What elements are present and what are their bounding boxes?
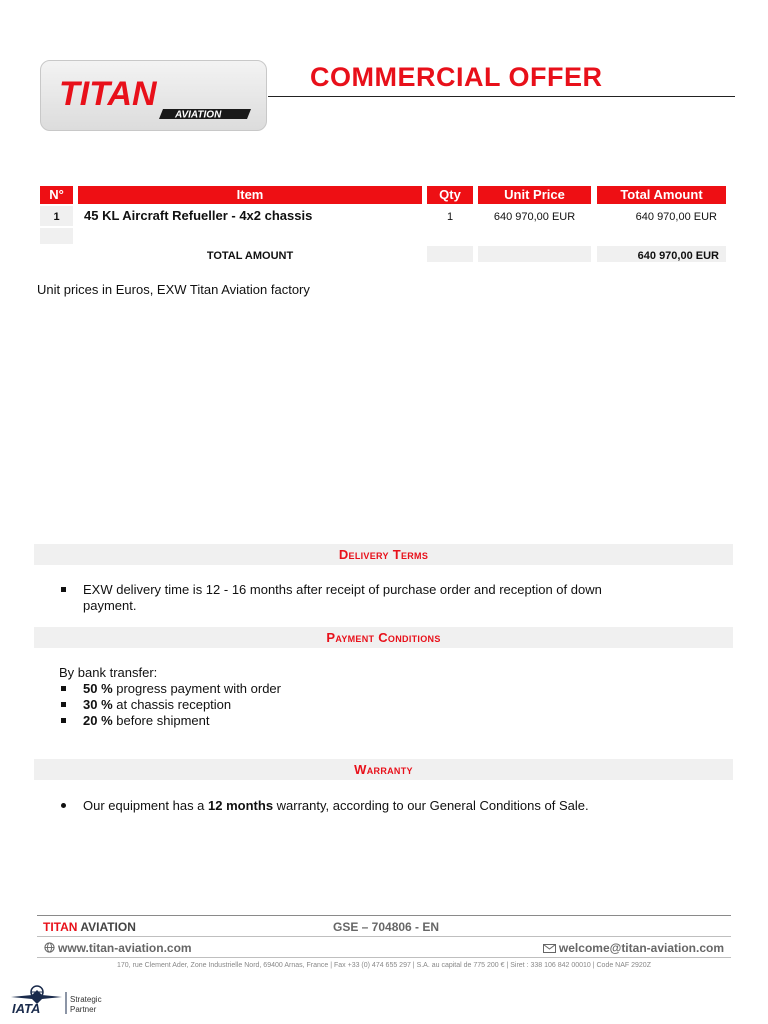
delivery-text-line1: EXW delivery time is 12 - 16 months after receipt of purchase order and reception of down <box>83 582 602 597</box>
bullet <box>61 702 66 707</box>
payment-pct: 20 % <box>83 713 113 728</box>
empty-row-cell <box>40 228 73 244</box>
bullet <box>61 587 66 592</box>
payment-desc: progress payment with order <box>112 681 281 696</box>
delivery-terms-heading: Delivery Terms <box>34 544 733 565</box>
globe-icon <box>44 942 55 953</box>
iata-partner-logo <box>10 984 110 1016</box>
payment-pct: 30 % <box>83 697 113 712</box>
bullet <box>61 686 66 691</box>
payment-item <box>83 681 281 697</box>
partner-line1: Strategic <box>70 995 102 1004</box>
delivery-text-line2: payment. <box>83 598 137 613</box>
payment-intro: By bank transfer: <box>59 665 158 680</box>
footer-brand <box>43 920 136 934</box>
pricing-note: Unit prices in Euros, EXW Titan Aviation factory <box>37 282 310 297</box>
bullet <box>61 803 66 808</box>
page-title: COMMERCIAL OFFER <box>310 62 603 92</box>
footer-brand-red: TITAN <box>43 920 78 934</box>
row-no: 1 <box>53 211 60 223</box>
footer-divider <box>37 957 731 958</box>
logo-word: TITAN <box>59 75 157 113</box>
total-label: TOTAL AMOUNT <box>206 250 294 262</box>
col-header-no: N° <box>40 186 73 204</box>
footer-email[interactable] <box>543 941 724 955</box>
payment-pct: 50 % <box>83 681 113 696</box>
footer-brand-rest: AVIATION <box>77 920 136 934</box>
titan-aviation-logo <box>55 69 255 125</box>
col-header-total: Total Amount <box>597 186 726 204</box>
warranty-duration: 12 months <box>208 798 274 813</box>
col-header-unit-price: Unit Price <box>478 186 591 204</box>
iata-word: IATA <box>12 1001 41 1016</box>
company-logo <box>40 60 267 131</box>
row-item: 45 KL Aircraft Refueller - 4x2 chassis <box>84 208 313 223</box>
total-unit-price-cell <box>478 246 591 262</box>
footer-divider <box>37 915 731 916</box>
document-reference: GSE – 704806 - EN <box>333 920 440 934</box>
mail-icon <box>543 943 556 953</box>
col-header-item: Item <box>78 186 422 204</box>
col-header-qty: Qty <box>427 186 473 204</box>
title-divider <box>268 96 735 97</box>
warranty-text <box>83 798 589 814</box>
logo-sub: AVIATION <box>175 109 222 121</box>
payment-conditions-heading: Payment Conditions <box>34 627 733 648</box>
row-qty: 1 <box>446 211 454 223</box>
payment-desc: before shipment <box>112 713 210 728</box>
company-address: 170, rue Clement Ader, Zone Industrielle Nord, 69400 Arnas, France | Fax +33 (0) 474 655 297 | S.A. au capital de 775 200 € | Siret : 338 106 842 00010 | Code NAF 2920Z <box>117 962 651 969</box>
warranty-heading: Warranty <box>34 759 733 780</box>
bullet <box>61 718 66 723</box>
payment-desc: at chassis reception <box>112 697 232 712</box>
warranty-text-start: Our equipment has a <box>83 798 209 813</box>
footer-divider <box>37 936 731 937</box>
total-value: 640 970,00 EUR <box>637 250 719 262</box>
payment-item <box>83 713 209 729</box>
warranty-text-end: warranty, according to our General Conditions of Sale. <box>273 798 589 813</box>
row-total: 640 970,00 EUR <box>635 211 717 223</box>
partner-line2: Partner <box>70 1005 97 1014</box>
row-unit-price: 640 970,00 EUR <box>493 211 576 223</box>
payment-item <box>83 697 231 713</box>
footer-website[interactable] <box>44 941 192 955</box>
website-link[interactable]: www.titan-aviation.com <box>58 941 192 955</box>
email-link[interactable]: welcome@titan-aviation.com <box>558 941 724 955</box>
total-qty-cell <box>427 246 473 262</box>
